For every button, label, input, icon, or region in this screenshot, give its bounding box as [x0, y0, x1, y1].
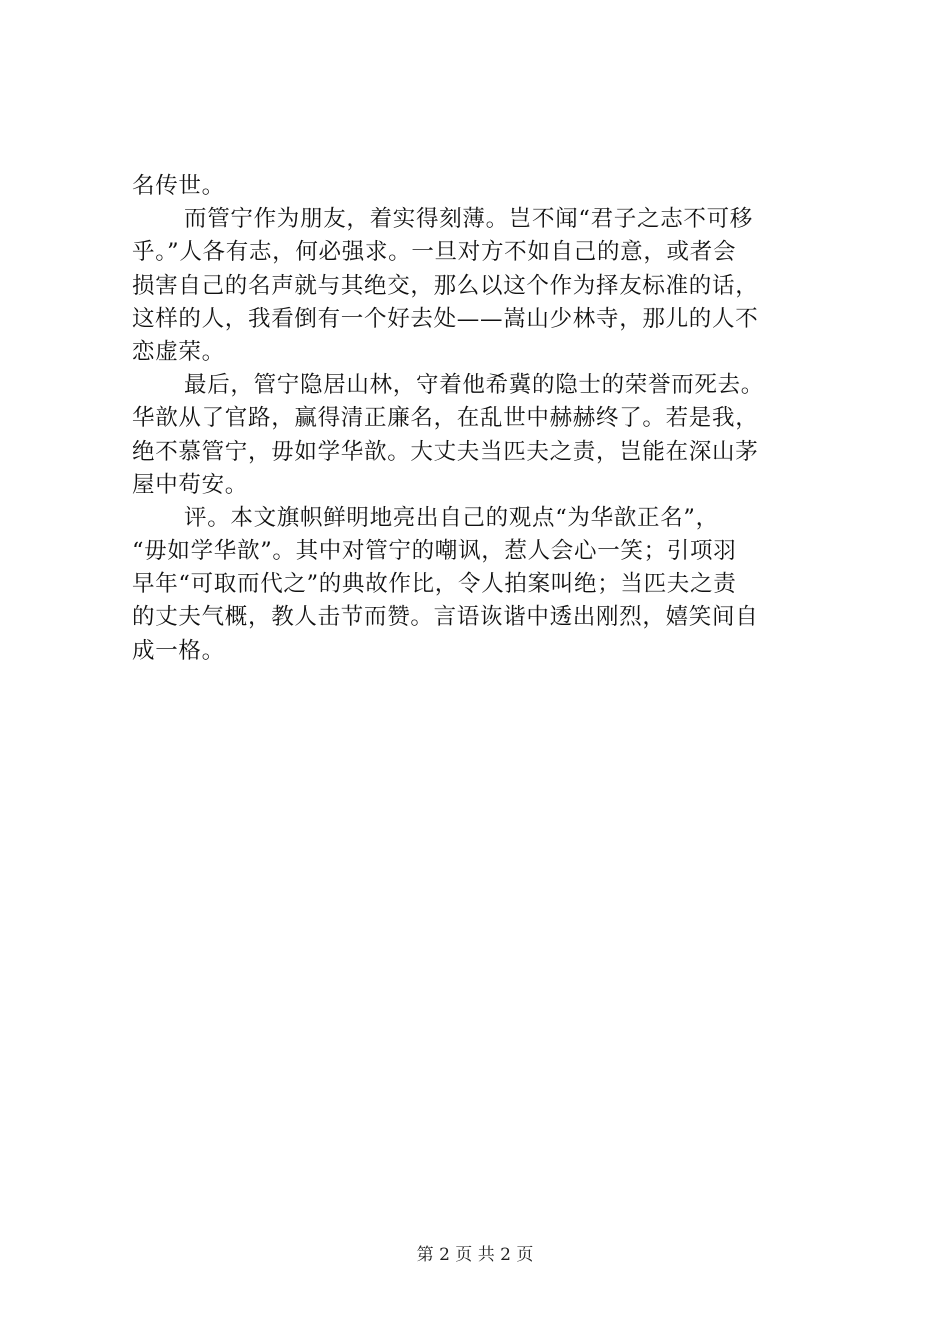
text-line: 恋虚荣。 — [132, 338, 225, 365]
text-line: 评。本文旗帜鲜明地亮出自己的观点“为华歆正名”， — [184, 504, 719, 531]
text-line: 最后，管宁隐居山林，守着他希冀的隐士的荣誉而死去。 — [184, 372, 765, 399]
text-line: 损害自己的名声就与其绝交，那么以这个作为择友标准的话， — [132, 272, 759, 299]
text-line: 华歆从了官路，赢得清正廉名，在乱世中赫赫终了。若是我， — [132, 405, 759, 432]
text-line: 的丈夫气概，教人击节而赞。言语诙谐中透出刚烈，嬉笑间自 — [132, 604, 759, 631]
text-line: 乎。”人各有志，何必强求。一旦对方不如自己的意，或者会 — [132, 239, 737, 266]
text-line: 绝不慕管宁，毋如学华歆。大丈夫当匹夫之责，岂能在深山茅 — [132, 438, 759, 465]
page-footer: 第 2 页 共 2 页 — [416, 1245, 534, 1265]
document-body — [132, 170, 832, 668]
text-line: 而管宁作为朋友，着实得刻薄。岂不闻“君子之志不可移 — [184, 206, 754, 233]
text-line: 这样的人，我看倒有一个好去处——嵩山少林寺，那儿的人不 — [132, 305, 759, 332]
text-line: 屋中苟安。 — [132, 471, 249, 498]
text-line: 成一格。 — [132, 637, 225, 664]
text-line: 名传世。 — [132, 173, 225, 199]
text-line: “毋如学华歆”。其中对管宁的嘲讽，惹人会心一笑；引项羽 — [132, 538, 737, 565]
text-line: 早年“可取而代之”的典故作比，令人拍案叫绝；当匹夫之责 — [132, 571, 737, 598]
